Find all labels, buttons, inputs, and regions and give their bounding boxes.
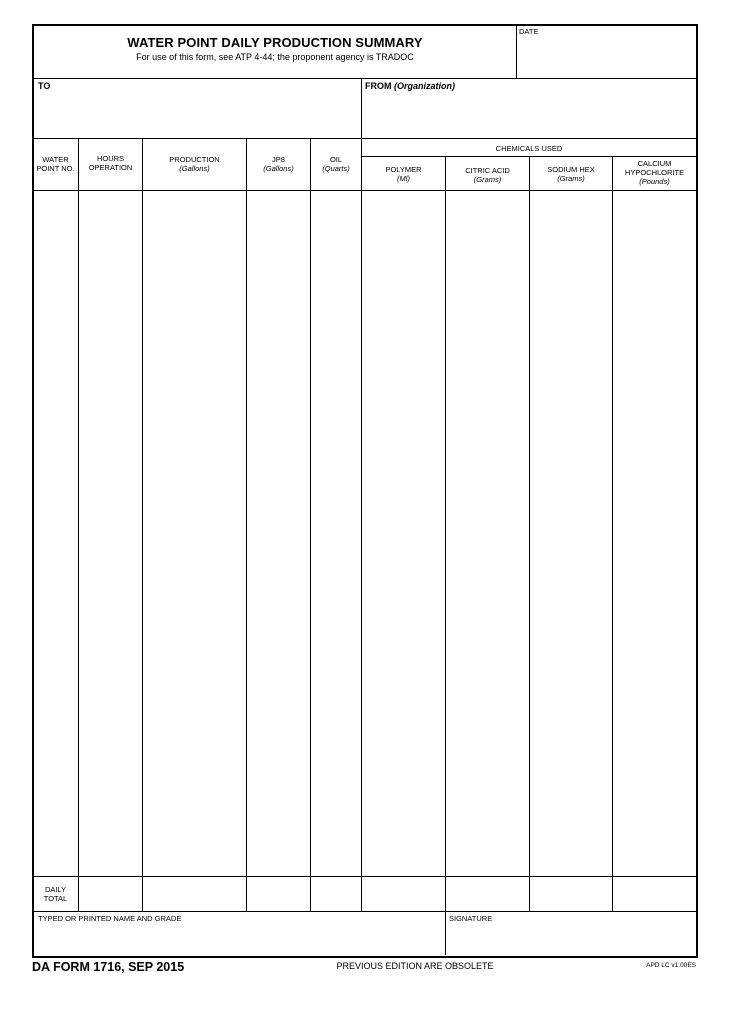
from-field[interactable] xyxy=(365,95,695,135)
form-number: DA FORM 1716, SEP 2015 xyxy=(32,960,185,974)
name-grade-field[interactable] xyxy=(36,925,442,953)
col-header-calcium-hypochlorite: CALCIUM HYPOCHLORITE (Pounds) xyxy=(624,159,685,186)
daily-total-bottom-rule xyxy=(33,911,697,912)
to-label: TO xyxy=(38,81,51,91)
daily-total-label: DAILY TOTAL xyxy=(43,885,68,903)
entry-area[interactable] xyxy=(33,191,697,876)
form-subtitle: For use of this form, see ATP 4-44; the proponent agency is TRADOC xyxy=(136,52,414,62)
col-header-jp8: JP8 (Gallons) xyxy=(263,155,294,173)
signature-label: SIGNATURE xyxy=(449,914,493,923)
header-divider xyxy=(33,78,697,79)
col-header-citric-acid: CITRIC ACID (Grams) xyxy=(465,166,510,184)
form-title: WATER POINT DAILY PRODUCTION SUMMARY xyxy=(127,35,423,50)
edition-note: PREVIOUS EDITION ARE OBSOLETE xyxy=(336,961,494,971)
col-header-sodium-hex: SODIUM HEX (Grams) xyxy=(547,165,595,183)
date-label: DATE xyxy=(519,27,539,36)
date-field[interactable] xyxy=(519,38,695,76)
daily-total-top-rule xyxy=(33,876,697,877)
signature-field[interactable] xyxy=(449,925,695,953)
date-divider xyxy=(516,25,517,78)
col-header-polymer: POLYMER (Ml) xyxy=(385,165,422,183)
col-header-water-point: WATER POINT NO. xyxy=(36,155,75,173)
name-grade-label: TYPED OR PRINTED NAME AND GRADE xyxy=(38,914,182,923)
col-header-hours-operation: HOURS OPERATION xyxy=(88,154,133,172)
chemicals-used-label: CHEMICALS USED xyxy=(495,144,563,153)
address-divider xyxy=(33,138,697,139)
col-header-production: PRODUCTION (Gallons) xyxy=(169,155,220,173)
col-header-oil: OIL (Quarts) xyxy=(322,155,350,173)
from-label: FROM (Organization) xyxy=(365,81,456,91)
to-field[interactable] xyxy=(36,94,358,136)
version-code: APD LC v1.00ES xyxy=(646,962,696,969)
